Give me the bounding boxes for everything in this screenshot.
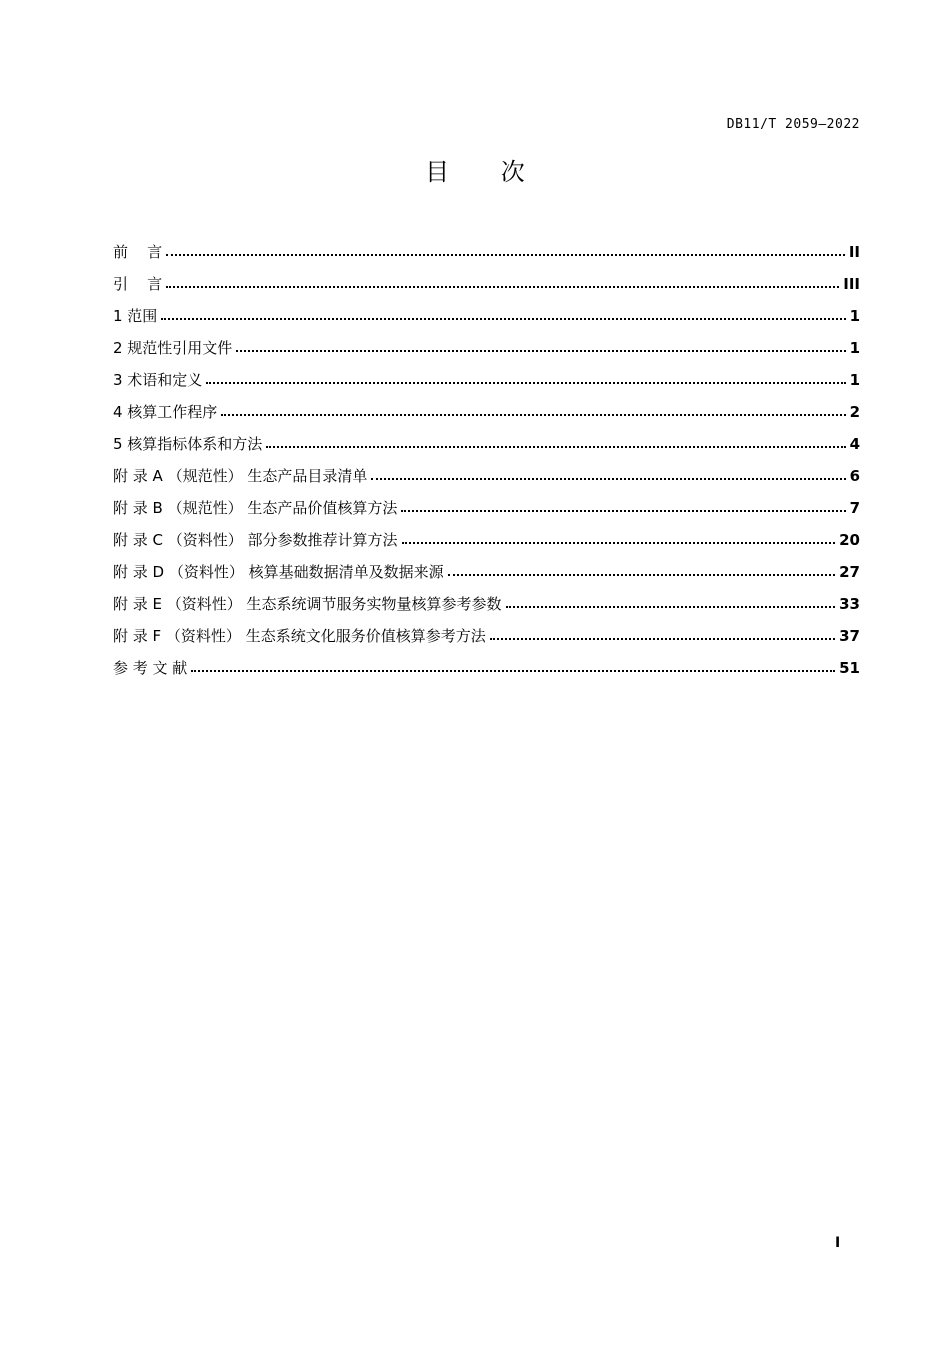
toc-entry-label: 附 录 F （资料性） 生态系统文化服务价值核算参考方法: [113, 627, 486, 645]
toc-entry-label: 2 规范性引用文件: [113, 339, 233, 357]
dot-leader: [266, 442, 845, 448]
toc-entry-page: 37: [839, 627, 860, 645]
dot-leader: [448, 570, 836, 576]
toc-entry-label: 附 录 A （规范性） 生态产品目录清单: [113, 467, 368, 485]
dot-leader: [191, 666, 835, 672]
toc-entry-indicator-system[interactable]: [113, 430, 860, 462]
dot-leader: [166, 250, 845, 256]
toc-entry-scope[interactable]: [113, 302, 860, 334]
toc-entry-appendix-b[interactable]: [113, 494, 860, 526]
toc-entry-foreword[interactable]: [113, 238, 860, 270]
toc-entry-label: 1 范围: [113, 307, 158, 325]
toc-entry-label: 附 录 D （资料性） 核算基础数据清单及数据来源: [113, 563, 444, 581]
toc-entry-introduction[interactable]: [113, 270, 860, 302]
dot-leader: [236, 346, 845, 352]
dot-leader: [506, 602, 836, 608]
dot-leader: [490, 634, 835, 640]
toc-entry-label: 附 录 C （资料性） 部分参数推荐计算方法: [113, 531, 398, 549]
document-code: DB11/T 2059—2022: [726, 117, 860, 132]
toc-entry-page: 1: [849, 307, 860, 325]
toc-title: 目 次: [425, 158, 547, 186]
toc-entry-label: 参 考 文 献: [113, 659, 188, 677]
toc-entry-page: 7: [849, 499, 860, 517]
toc-entry-page: III: [843, 275, 860, 293]
dot-leader: [401, 506, 845, 512]
table-of-contents: [113, 238, 860, 686]
toc-entry-page: 33: [839, 595, 860, 613]
dot-leader: [221, 410, 845, 416]
toc-entry-page: 1: [849, 339, 860, 357]
toc-entry-label: 4 核算工作程序: [113, 403, 218, 421]
toc-entry-label: 5 核算指标体系和方法: [113, 435, 263, 453]
toc-entry-appendix-f[interactable]: [113, 622, 860, 654]
page-number: I: [835, 1235, 841, 1251]
toc-entry-label: 附 录 E （资料性） 生态系统调节服务实物量核算参考参数: [113, 595, 502, 613]
toc-entry-appendix-a[interactable]: [113, 462, 860, 494]
toc-entry-page: 20: [839, 531, 860, 549]
toc-entry-bibliography[interactable]: [113, 654, 860, 686]
toc-entry-terms[interactable]: [113, 366, 860, 398]
toc-entry-normative-references[interactable]: [113, 334, 860, 366]
toc-entry-label: 引 言: [113, 275, 163, 293]
toc-entry-appendix-d[interactable]: [113, 558, 860, 590]
toc-entry-appendix-c[interactable]: [113, 526, 860, 558]
toc-entry-page: II: [848, 243, 860, 261]
dot-leader: [161, 314, 845, 320]
toc-entry-page: 4: [849, 435, 860, 453]
dot-leader: [166, 282, 839, 288]
toc-entry-page: 27: [839, 563, 860, 581]
toc-entry-page: 1: [849, 371, 860, 389]
toc-entry-label: 附 录 B （规范性） 生态产品价值核算方法: [113, 499, 398, 517]
dot-leader: [371, 474, 845, 480]
toc-entry-appendix-e[interactable]: [113, 590, 860, 622]
dot-leader: [402, 538, 836, 544]
toc-entry-page: 6: [849, 467, 860, 485]
dot-leader: [206, 378, 845, 384]
toc-entry-label: 前 言: [113, 243, 163, 261]
toc-entry-page: 2: [849, 403, 860, 421]
toc-entry-page: 51: [839, 659, 860, 677]
toc-entry-label: 3 术语和定义: [113, 371, 203, 389]
toc-entry-accounting-procedure[interactable]: [113, 398, 860, 430]
